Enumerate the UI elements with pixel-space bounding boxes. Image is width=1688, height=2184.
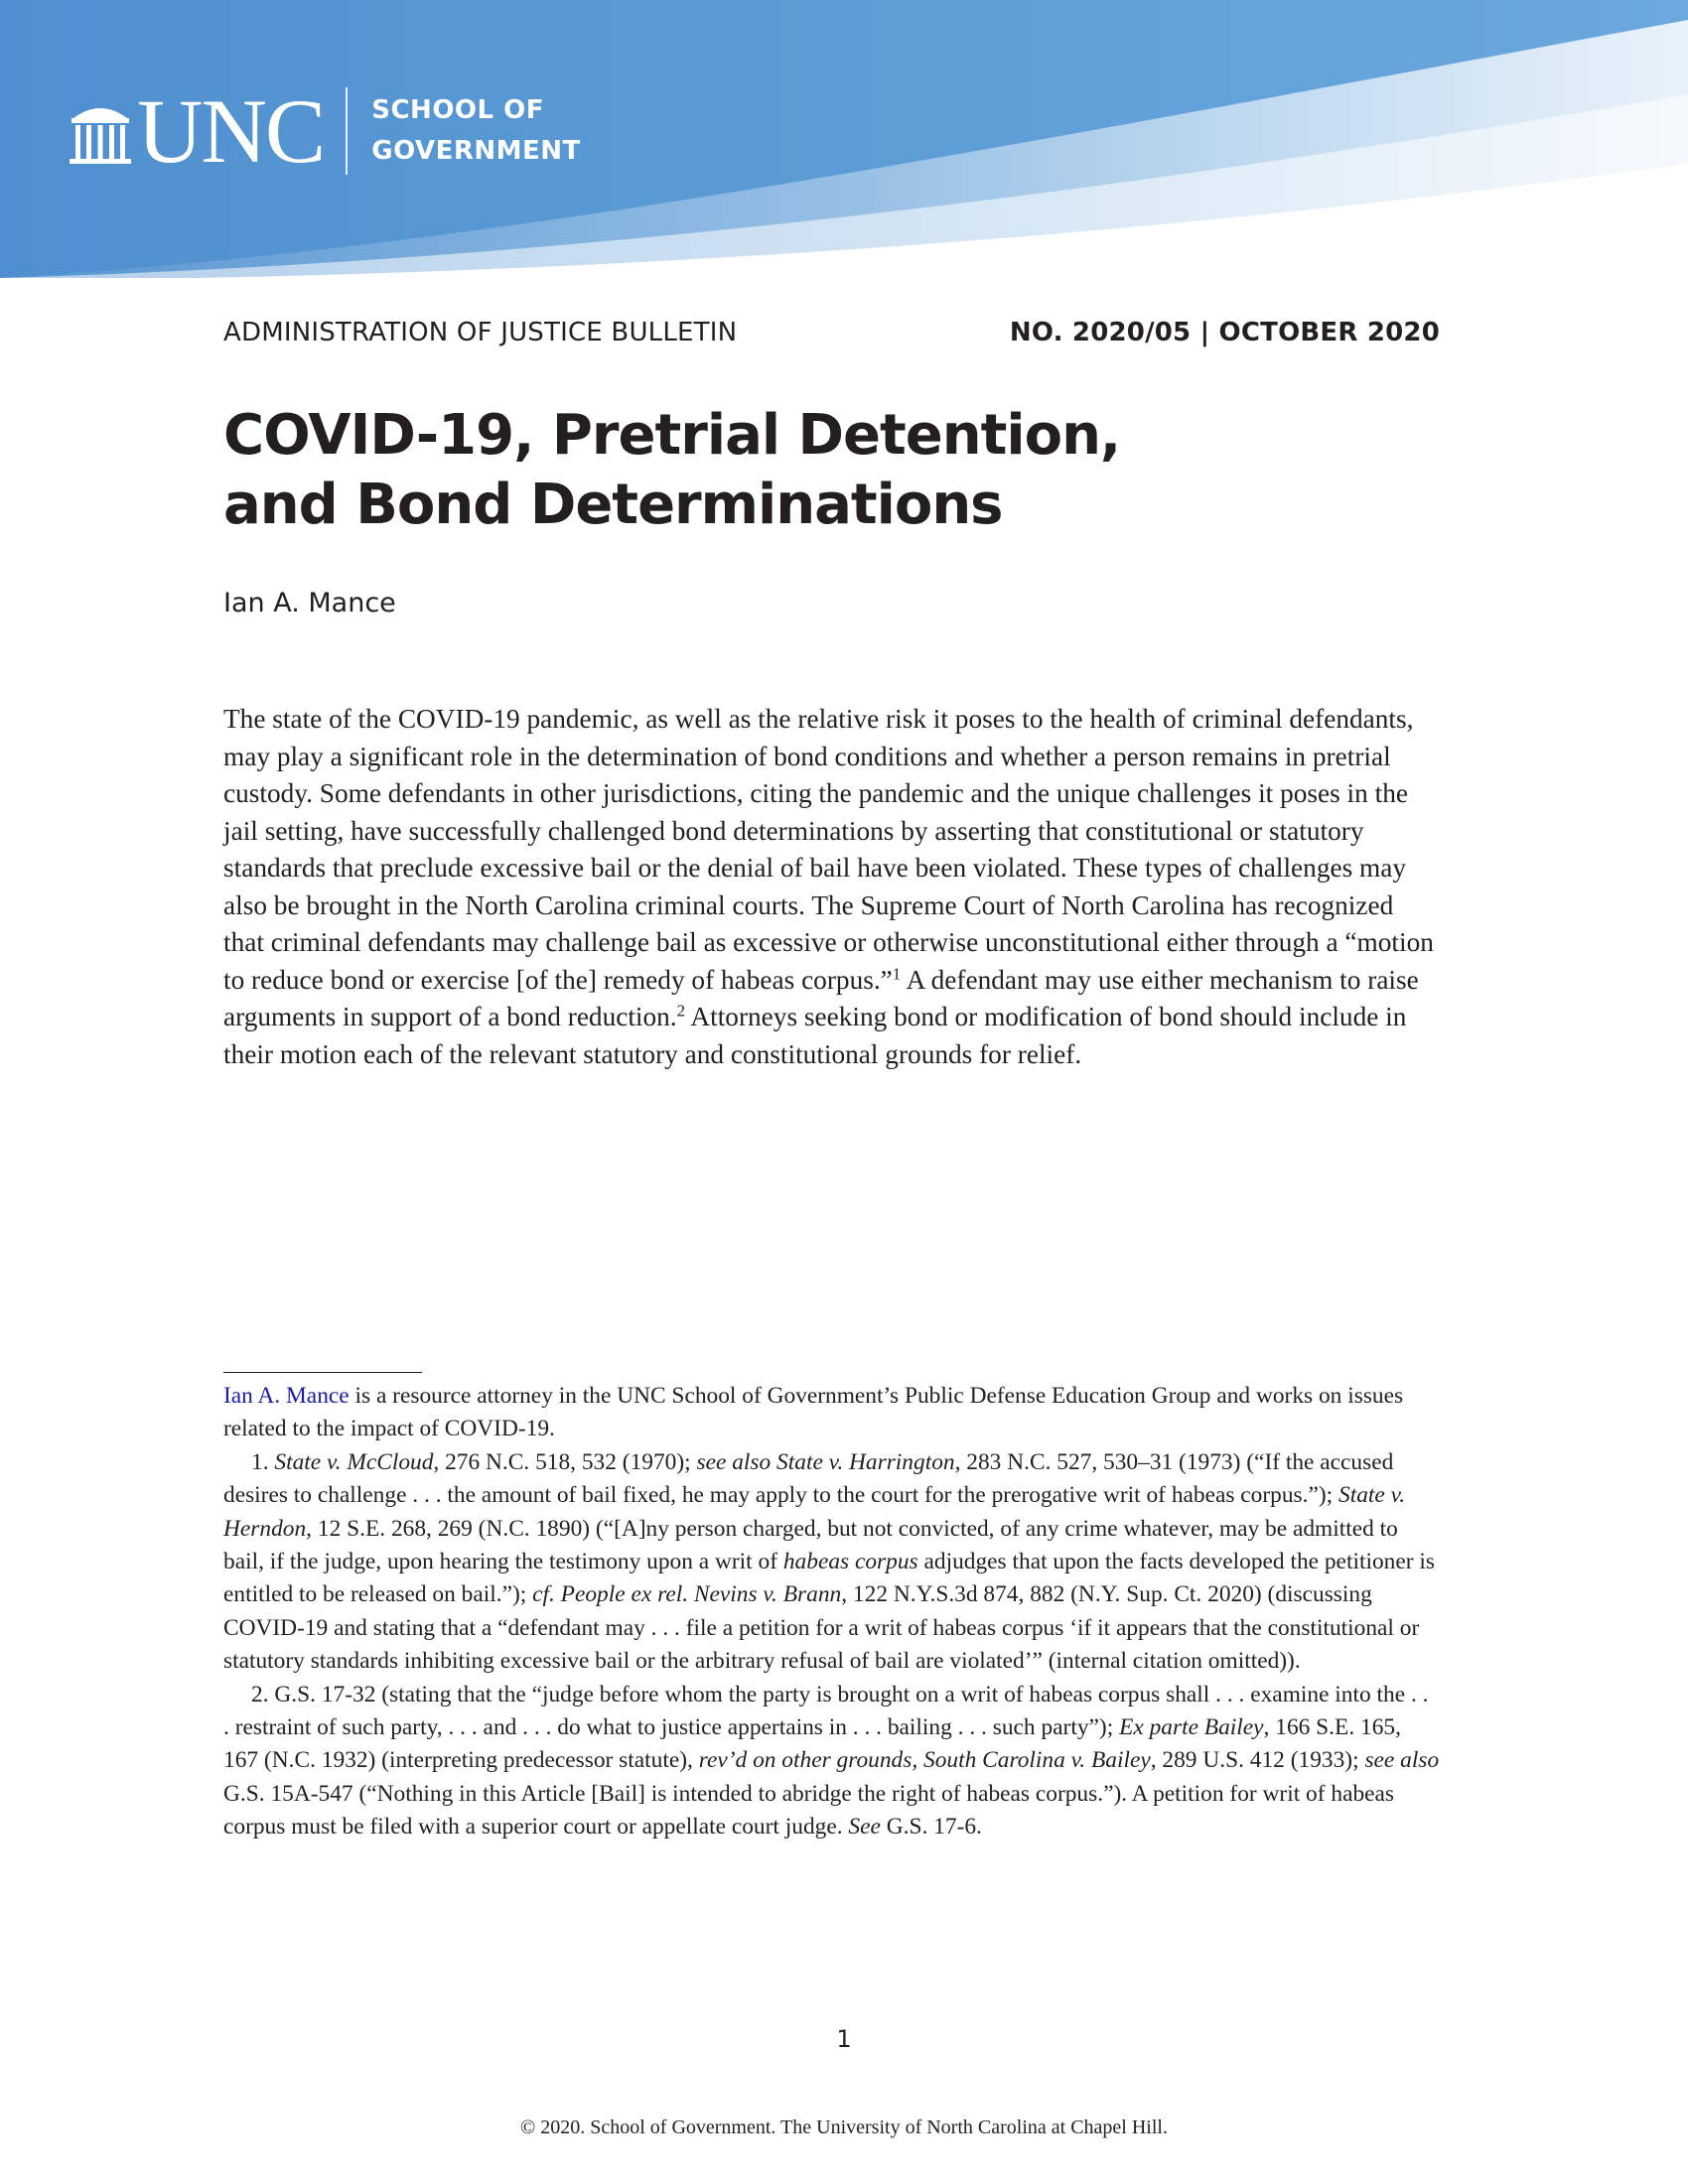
footnotes — [223, 1380, 1440, 1844]
author-name: Ian A. Mance — [223, 588, 396, 618]
fn1-case: cf. People ex rel. Nevins v. Brann — [532, 1581, 842, 1608]
bulletin-issue: NO. 2020/05 | OCTOBER 2020 — [1009, 318, 1440, 347]
fn1-text: , 283 N.C. 527, 530–31 (1973) (“If the accused desires to challenge . . . the amount of bail fixed, he may apply to the court for the prerogative writ of habeas corpus.”); — [223, 1448, 1394, 1509]
logo-divider — [346, 87, 348, 175]
footnote-1 — [223, 1446, 1440, 1679]
fn2-text: G.S. 15A-547 (“Nothing in this Article [Bail] is intended to abridge the right of habeas corpus.”). A petition for writ of habeas corpus must be filed with a superior court or appellate court judge. — [223, 1780, 1395, 1841]
page-title — [223, 401, 1120, 540]
fn1-text: adjudges that upon the facts developed the petitioner is entitled to be released on bail.”); — [223, 1549, 1435, 1608]
page-number: 1 — [836, 2025, 852, 2053]
unc-logo-text: UNC — [137, 80, 325, 182]
body-text-part-2: A defendant may use either mechanism to raise arguments in support of a bond reduction. — [223, 964, 1419, 1031]
fn1-case: see also State v. Harrington — [696, 1448, 955, 1475]
fn1-text: , 276 N.C. 518, 532 (1970); — [433, 1448, 697, 1475]
fn2-text: , 289 U.S. 412 (1933); — [1150, 1747, 1365, 1774]
footnote-ref-2[interactable]: 2 — [676, 1001, 686, 1021]
fn1-text: , 122 N.Y.S.3d 874, 882 (N.Y. Sup. Ct. 2020) (discussing COVID-19 and stating that a “defendant may . . . file a petition for a writ of habeas corpus ‘if it appears that the constitutional or statutory standards inhibiting excessive bail or the arbitrary refusal of bail are violated’” (internal citation omitted)). — [223, 1581, 1420, 1675]
bulletin-series: ADMINISTRATION OF JUSTICE BULLETIN — [223, 318, 738, 347]
title-line-1: COVID-19, Pretrial Detention, — [223, 403, 1121, 468]
school-line-1: SCHOOL OF — [371, 95, 545, 125]
fn2-case: Ex parte Bailey — [1119, 1714, 1264, 1741]
fn2-text: 2. G.S. 17-32 (stating that the “judge before whom the party is brought on a writ of habeas corpus shall . . . examine into the . . . restraint of such party, . . . and . . . do what to justice appertains in . . . bailing . . . such party”); — [223, 1681, 1429, 1741]
body-text-part-3: Attorneys seeking bond or modification of bond should include in their motion each of the relevant statutory and constitutional grounds for relief. — [223, 1002, 1407, 1069]
fn1-case: habeas corpus — [782, 1549, 918, 1575]
header-banner — [0, 0, 1688, 278]
body-text-part-1: The state of the COVID-19 pandemic, as well as the relative risk it poses to the health of criminal defendants, may play a significant role in the determination of bond conditions and whether a person remains in pretrial custody. Some defendants in other jurisdictions, citing the pandemic and the unique challenges it poses in the jail setting, have successfully challenged bond determinations by asserting that constitutional or statutory standards that preclude excessive bail or the denial of bail have been violated. These types of challenges may also be brought in the North Carolina criminal courts. The Supreme Court of North Carolina has recognized that criminal defendants may challenge bail as excessive or otherwise unconstitutional either through a “motion to reduce bond or exercise [of the] remedy of habeas corpus.” — [223, 704, 1434, 995]
author-note-text: is a resource attorney in the UNC School of Government’s Public Defense Education Group and works on issues related to the impact of COVID-19. — [223, 1383, 1404, 1442]
fn1-text: , 12 S.E. 268, 269 (N.C. 1890) (“[A]ny person charged, but not convicted, of any crime whatever, may be admitted to bail, if the judge, upon hearing the testimony upon a writ of — [223, 1515, 1398, 1575]
footnote-2 — [223, 1679, 1440, 1844]
unc-sog-logo — [70, 80, 581, 182]
fn2-case: see also — [1364, 1747, 1440, 1774]
fn1-case: State v. Herndon — [223, 1482, 1406, 1542]
fn2-case: rev’d on other grounds, South Carolina v. Bailey — [698, 1747, 1151, 1774]
title-line-2: and Bond Determinations — [223, 473, 1003, 537]
footnote-rule — [223, 1372, 422, 1373]
author-note — [223, 1380, 1440, 1446]
old-well-icon — [70, 96, 131, 166]
fn1-case: State v. McCloud — [274, 1448, 434, 1475]
fn1-text: 1. — [251, 1448, 275, 1475]
author-link[interactable]: Ian A. Mance — [223, 1383, 350, 1409]
intro-paragraph — [223, 701, 1440, 1073]
footnote-ref-1[interactable]: 1 — [892, 964, 902, 984]
fn2-text: G.S. 17-6. — [880, 1814, 982, 1841]
fn2-text: , 166 S.E. 165, 167 (N.C. 1932) (interpreting predecessor statute), — [223, 1714, 1401, 1774]
copyright-notice: © 2020. School of Government. The University of North Carolina at Chapel Hill. — [520, 2116, 1168, 2138]
school-of-government-text — [371, 90, 581, 172]
school-line-2: GOVERNMENT — [371, 136, 581, 166]
fn2-case: See — [848, 1814, 881, 1841]
